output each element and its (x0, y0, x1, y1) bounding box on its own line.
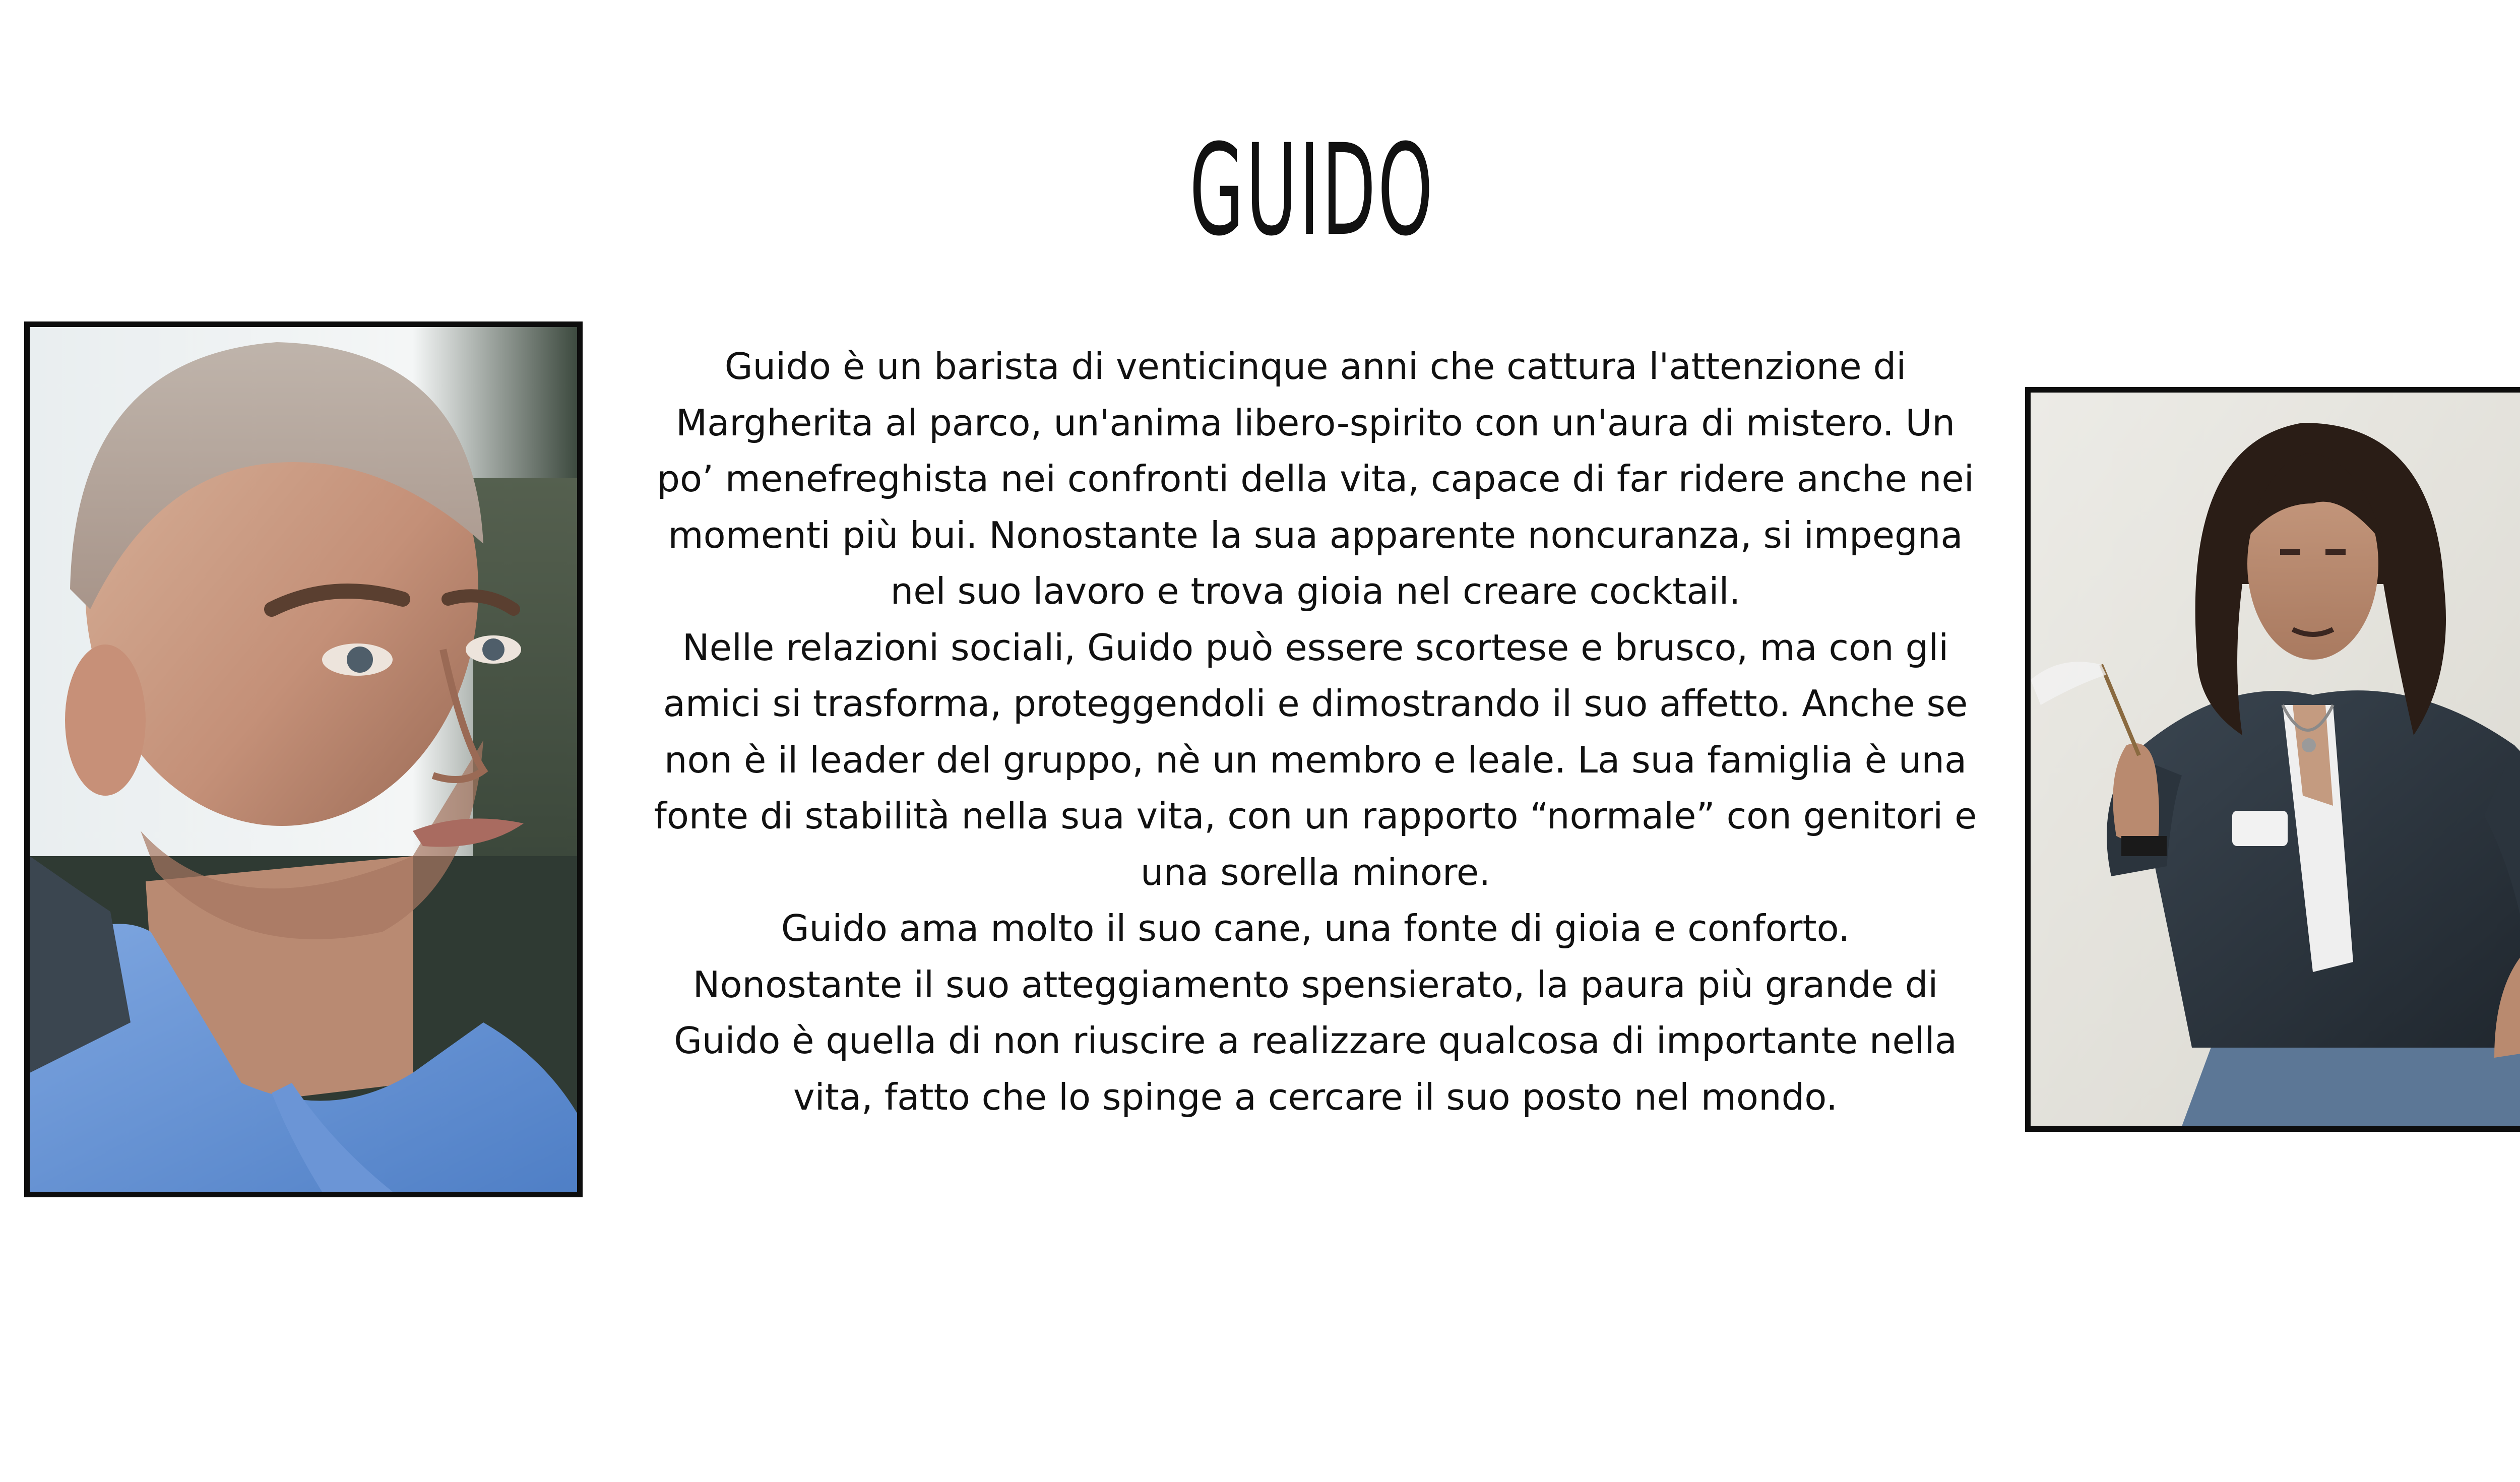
page-title: GUIDO (1189, 116, 1435, 264)
description-paragraph-3: Guido ama molto il suo cane, una fonte di gioia e conforto. (781, 907, 1850, 949)
description-paragraph-4: Nonostante il suo atteggiamento spensierato, la paura più grande di Guido è quella di non riuscire a realizzare qualcosa di importante nella vita, fatto che lo spinge a cercare il suo posto nel mondo. (674, 963, 1957, 1118)
long-hair-man-image (2031, 393, 2520, 1126)
description-paragraph-1: Guido è un barista di venticinque anni che cattura l'attenzione di Margherita al parco, un'anima libero-spirito con un'aura di mistero. Un po’ menefreghista nei confronti della vita, capace di far ridere anche nei momenti più bui. Nonostante la sua apparente noncuranza, si impegna nel suo lavoro e trova gioia nel creare cocktail. (657, 345, 1974, 612)
description-paragraph-2: Nelle relazioni sociali, Guido può essere scortese e brusco, ma con gli amici si trasforma, proteggendoli e dimostrando il suo affetto. Anche se non è il leader del gruppo, nè un membro e leale. La sua famiglia è una fonte di stabilità nella sua vita, con un rapporto “normale” con genitori e una sorella minore. (654, 626, 1977, 893)
buzz-cut-man-image (30, 327, 577, 1192)
photo-left-portrait (24, 321, 583, 1197)
character-description (650, 339, 1981, 1125)
photo-right-portrait (2025, 387, 2520, 1132)
